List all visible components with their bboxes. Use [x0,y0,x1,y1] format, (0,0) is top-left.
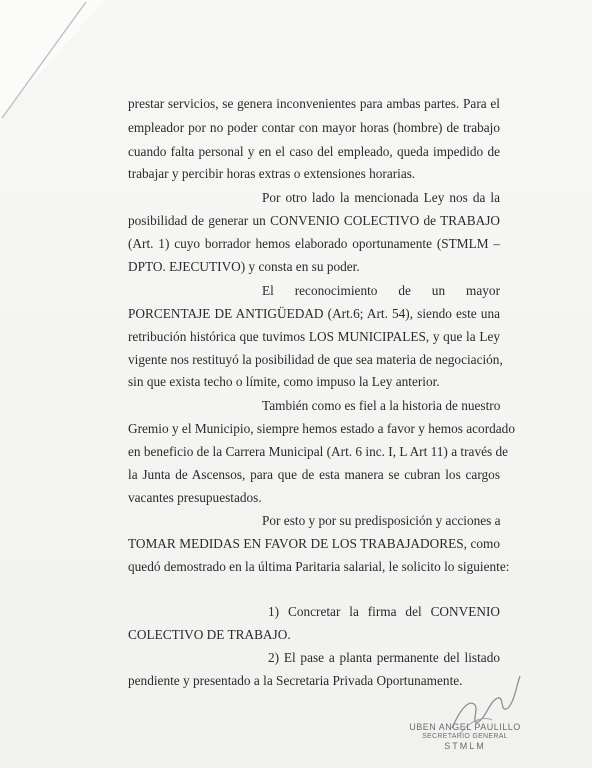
text-line: pendiente y presentado a la Secretaria Privada Oportunamente. [128,673,463,688]
text-line: cuando falta personal y en el caso del empleado, queda impedido de [128,144,500,159]
fold-line [0,0,110,125]
text-line: quedó demostrado en la última Paritaria salarial, le solicito lo siguiente: [128,559,510,574]
text-line: sin que exista techo o límite, como impuso la Ley anterior. [128,374,440,389]
signature-stamp [400,722,530,751]
text-line: COLECTIVO DE TRABAJO. [128,627,291,642]
text-line: vigente nos restituyó la posibilidad de que sea materia de negociación, [128,352,503,367]
text-line: empleador por no poder contar con mayor horas (hombre) de trabajo [128,120,500,135]
text-line: TOMAR MEDIDAS EN FAVOR DE LOS TRABAJADORES, como [128,536,500,551]
request-item: 1) Concretar la firma del CONVENIO [268,604,500,619]
text-line: en beneficio de la Carrera Municipal (Art. 6 inc. I, L Art 11) a través de [128,444,509,459]
text-line: PORCENTAJE DE ANTIGÜEDAD (Art.6; Art. 54), siendo este una [128,306,500,321]
signer-role: SECRETARIO GENERAL [422,733,508,740]
signer-org: STMLM [444,741,486,751]
text-line: El reconocimiento de un mayor [262,283,500,298]
text-line: posibilidad de generar un CONVENIO COLECTIVO de TRABAJO [128,213,500,228]
text-line: DPTO. EJECUTIVO) y consta en su poder. [128,259,360,274]
text-line: Por esto y por su predisposición y acciones a [262,513,501,528]
text-line: También como es fiel a la historia de nuestro [262,398,501,413]
request-item: 2) El pase a planta permanente del listado [268,650,500,665]
text-line: prestar servicios, se genera inconvenientes para ambas partes. Para el [128,96,500,111]
text-line: vacantes presupuestados. [128,490,262,505]
text-line: (Art. 1) cuyo borrador hemos elaborado oportunamente (STMLM – [128,236,500,251]
text-line: la Junta de Ascensos, para que de esta manera se cubran los cargos [128,467,500,482]
text-line: trabajar y percibir horas extras o extensiones horarias. [128,166,416,181]
signer-name: UBEN ANGEL PAULILLO [409,722,521,732]
text-line: Gremio y el Municipio, siempre hemos estado a favor y hemos acordado [128,421,515,436]
text-line: Por otro lado la mencionada Ley nos da la [262,190,500,205]
text-line: retribución histórica que tuvimos LOS MUNICIPALES, y que la Ley [128,329,500,344]
